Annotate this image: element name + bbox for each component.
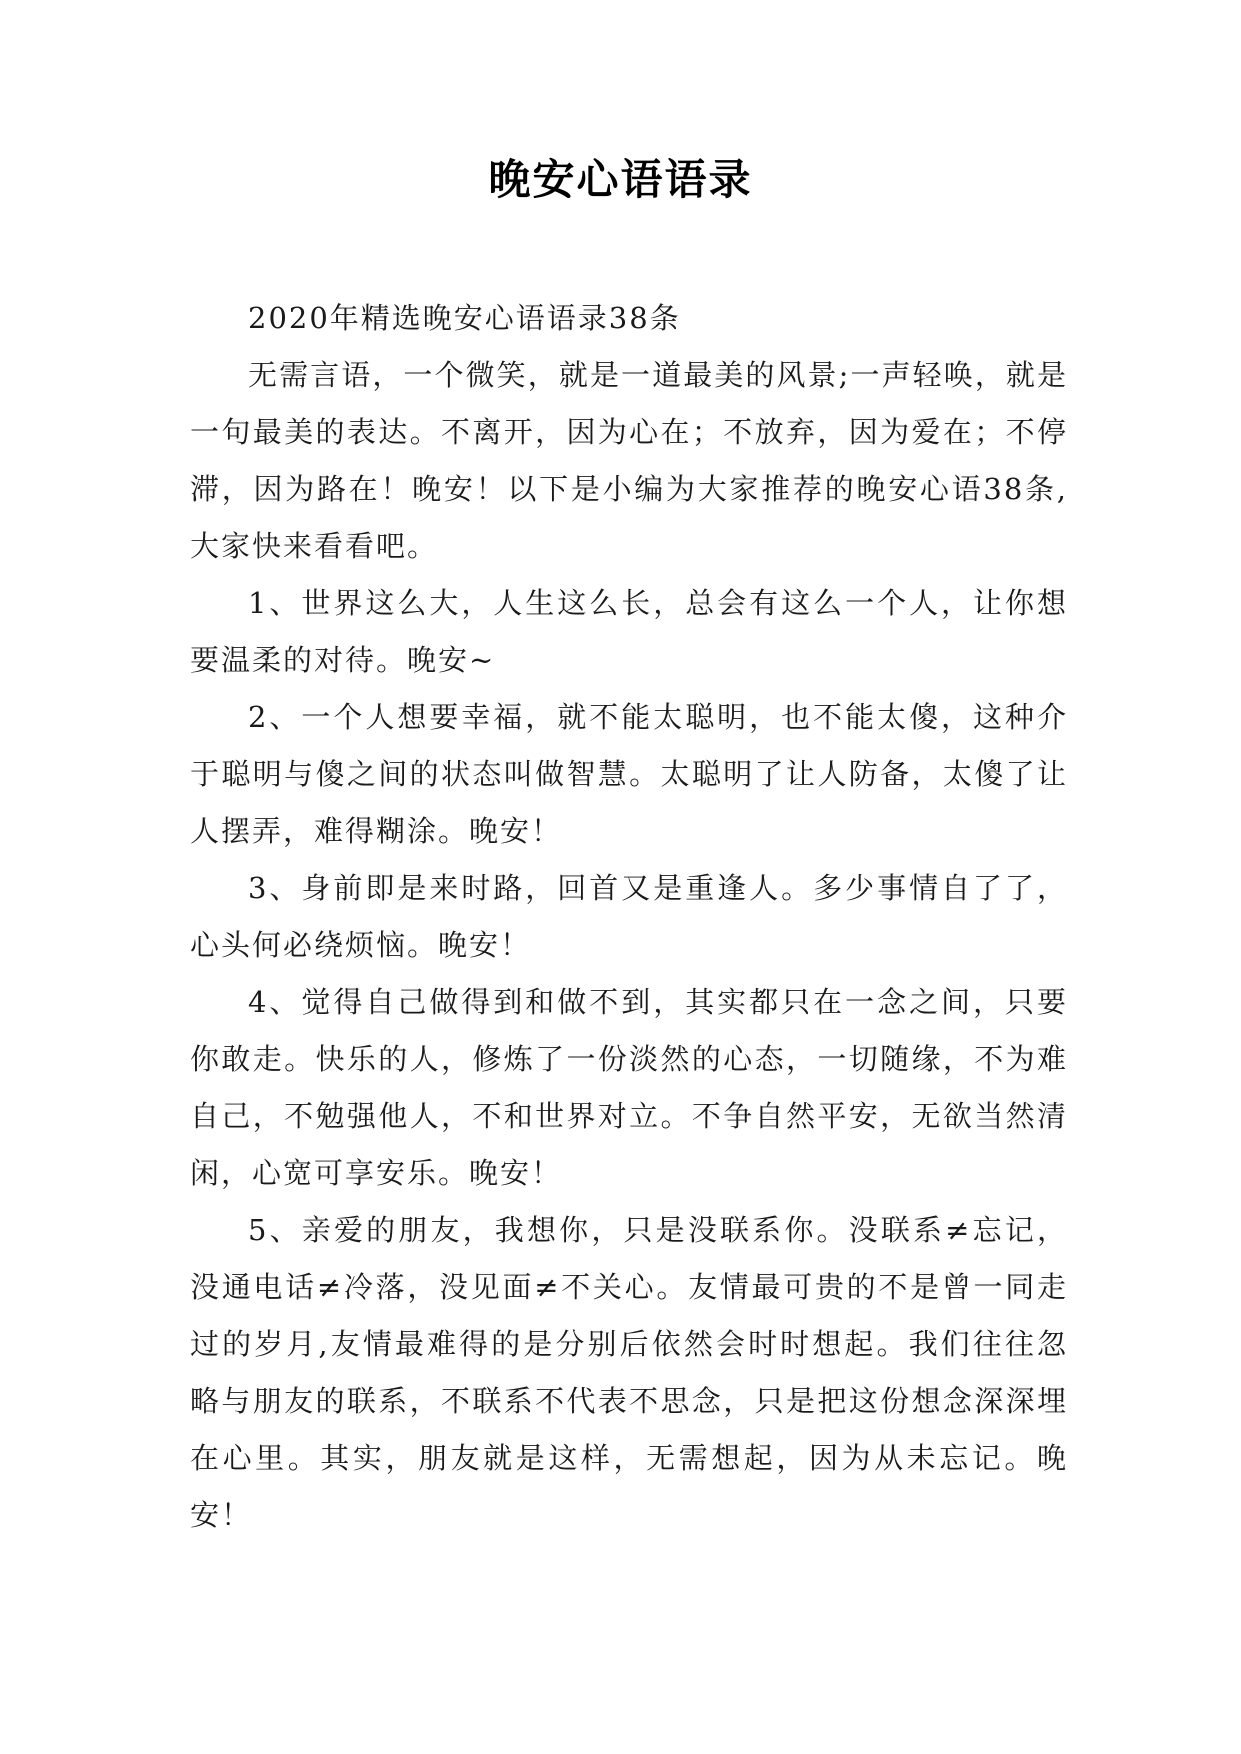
document-title: 晚安心语语录 <box>488 155 753 204</box>
quote-paragraph-3: 3、身前即是来时路，回首又是重逢人。多少事情自了了，心头何必绕烦恼。晚安！ <box>190 871 1068 962</box>
quote-paragraph-1: 1、世界这么大，人生这么长，总会有这么一个人，让你想要温柔的对待。晚安~ <box>190 586 1068 677</box>
quote-paragraph-4: 4、觉得自己做得到和做不到，其实都只在一念之间，只要你敢走。快乐的人，修炼了一份淡然的心态，一切随缘，不为难自己，不勉强他人，不和世界对立。不争自然平安，无欲当然清闲，心宽可享安乐。晚安！ <box>190 985 1068 1190</box>
quote-paragraph-2: 2、一个人想要幸福，就不能太聪明，也不能太傻，这种介于聪明与傻之间的状态叫做智慧。太聪明了让人防备，太傻了让人摆弄，难得糊涂。晚安！ <box>190 700 1068 848</box>
intro-paragraph: 无需言语，一个微笑，就是一道最美的风景;一声轻唤，就是一句最美的表达。不离开，因为心在；不放弃，因为爱在；不停滞，因为路在！晚安！以下是小编为大家推荐的晚安心语38条,大家快来看看吧。 <box>190 358 1068 563</box>
quote-paragraph-5: 5、亲爱的朋友，我想你，只是没联系你。没联系≠忘记，没通电话≠冷落，没见面≠不关心。友情最可贵的不是曾一同走过的岁月,友情最难得的是分别后依然会时时想起。我们往往忽略与朋友的联系，不联系不代表不思念，只是把这份想念深深埋在心里。其实，朋友就是这样，无需想起，因为从未忘记。晚安！ <box>190 1213 1068 1532</box>
document-body <box>190 290 1068 1544</box>
subtitle-paragraph: 2020年精选晚安心语语录38条 <box>248 301 681 335</box>
